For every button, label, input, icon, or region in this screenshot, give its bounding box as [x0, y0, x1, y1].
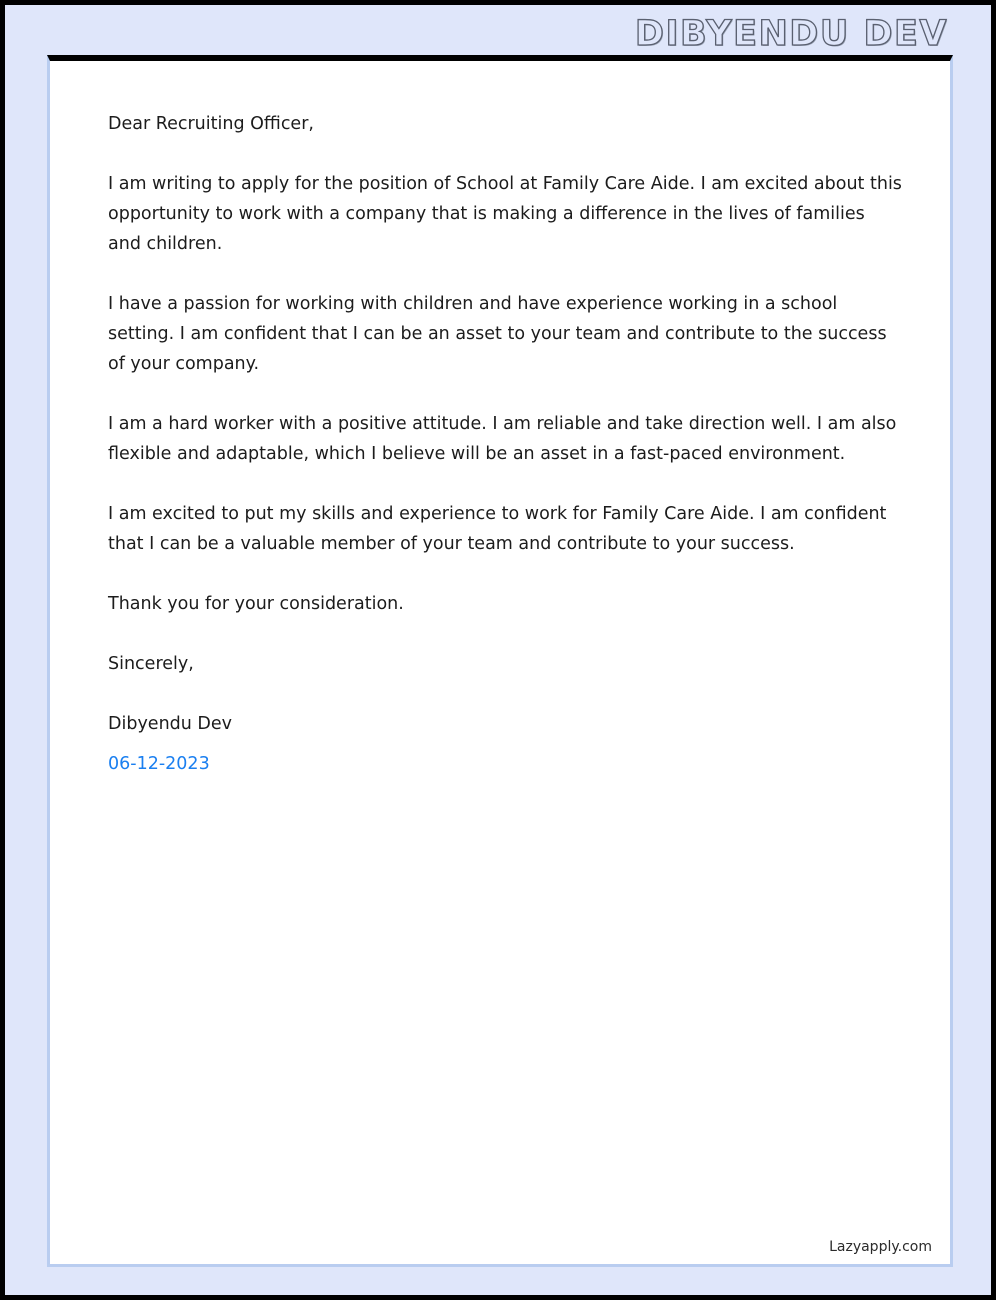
letter-thanks-line: Thank you for your consideration.	[108, 594, 404, 614]
letter-body	[108, 109, 903, 779]
document-page-surface	[5, 5, 991, 1295]
letter-closing-line: Sincerely,	[108, 654, 194, 674]
document-header	[5, 5, 991, 55]
letter-paragraph-3: I am a hard worker with a positive attitude. I am reliable and take direction well. I am also flexible and adaptable, which I believe will be an asset in a fast-paced environment.	[108, 414, 897, 464]
letter-paragraph-4: I am excited to put my skills and experience to work for Family Care Aide. I am confident that I can be a valuable member of your team and contribute to your success.	[108, 504, 887, 554]
footer-watermark: Lazyapply.com	[829, 1239, 932, 1255]
letter-paragraph-1: I am writing to apply for the position of School at Family Care Aide. I am excited about this opportunity to work with a company that is making a difference in the lives of families and children.	[108, 174, 902, 254]
letter-date: 06-12-2023	[108, 754, 210, 774]
applicant-name-heading: DIBYENDU DEV	[634, 14, 948, 54]
letter-paragraph-2: I have a passion for working with children and have experience working in a school setting. I am confident that I can be an asset to your team and contribute to the success of your company.	[108, 294, 887, 374]
letter-card	[47, 55, 953, 1267]
letter-signature-name: Dibyendu Dev	[108, 714, 233, 734]
letter-salutation: Dear Recruiting Officer,	[108, 114, 314, 134]
